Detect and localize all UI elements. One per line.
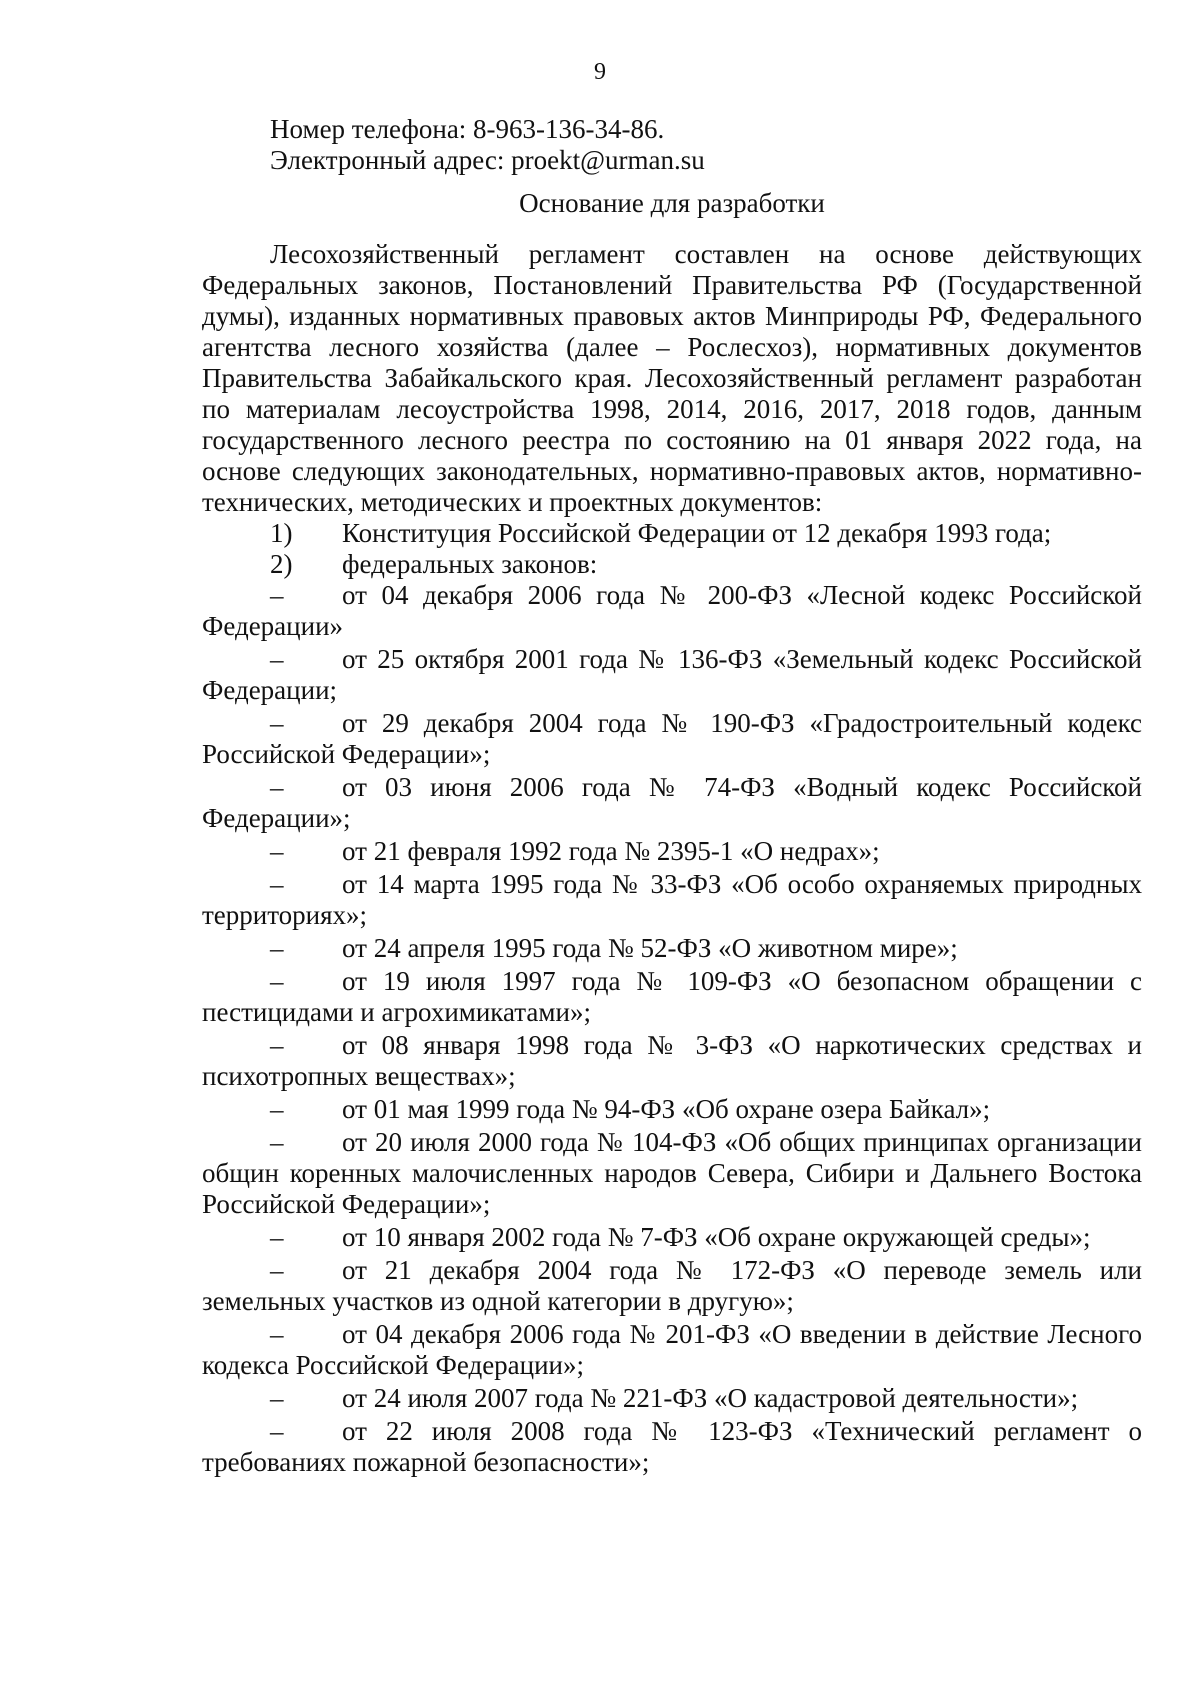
item-number: 1) bbox=[270, 518, 293, 548]
item-text: Конституция Российской Федерации от 12 декабря 1993 года; bbox=[342, 518, 1052, 548]
law-text: от 03 июня 2006 года № 74-ФЗ «Водный кодекс Российской Федерации»; bbox=[202, 772, 1142, 833]
contact-phone: Номер телефона: 8-963-136-34-86. bbox=[270, 114, 665, 144]
law-text: от 29 декабря 2004 года № 190-ФЗ «Градостроительный кодекс Российской Федерации»; bbox=[202, 708, 1142, 769]
law-item bbox=[202, 1127, 1142, 1220]
law-item bbox=[202, 1222, 1142, 1253]
law-text: от 19 июля 1997 года № 109-ФЗ «О безопасном обращении с пестицидами и агрохимикатами»; bbox=[202, 966, 1142, 1027]
law-item bbox=[202, 644, 1142, 706]
law-item bbox=[202, 580, 1142, 642]
law-item bbox=[202, 1094, 1142, 1125]
law-item bbox=[202, 1030, 1142, 1092]
intro-paragraph: Лесохозяйственный регламент составлен на основе действующих Федеральных законов, Постановлений Правительства РФ (Государственной думы), изданных нормативных правовых актов Минприроды РФ, Федерального агентства лесного хозяйства (далее – Рослесхоз), нормативных документов Правительства Забайкальского края. Лесохозяйственный регламент разработан по материалам лесоустройства 1998, 2014, 2016, 2017, 2018 годов, данным государственного лесного реестра по состоянию на 01 января 2022 года, на основе следующих законодательных, нормативно-правовых актов, нормативно-технических, методических и проектных документов: bbox=[202, 239, 1142, 517]
law-text: от 21 декабря 2004 года № 172-ФЗ «О переводе земель или земельных участков из одной категории в другую»; bbox=[202, 1255, 1142, 1316]
law-item bbox=[202, 1255, 1142, 1317]
dash-bullet: – bbox=[270, 1030, 284, 1060]
dash-bullet: – bbox=[270, 836, 284, 866]
law-item bbox=[202, 966, 1142, 1028]
law-item bbox=[202, 772, 1142, 834]
dash-bullet: – bbox=[270, 772, 284, 802]
law-text: от 24 апреля 1995 года № 52-ФЗ «О животном мире»; bbox=[342, 933, 958, 963]
dash-bullet: – bbox=[270, 1383, 284, 1413]
dash-bullet: – bbox=[270, 1416, 284, 1446]
dash-bullet: – bbox=[270, 933, 284, 963]
page-number: 9 bbox=[594, 59, 606, 85]
law-text: от 21 февраля 1992 года № 2395-1 «О недрах»; bbox=[342, 836, 880, 866]
law-item bbox=[202, 933, 1142, 964]
numbered-item bbox=[202, 549, 1142, 580]
law-item bbox=[202, 869, 1142, 931]
law-list bbox=[202, 580, 1142, 1478]
law-text: от 04 декабря 2006 года № 201-ФЗ «О введении в действие Лесного кодекса Российской Федерации»; bbox=[202, 1319, 1142, 1380]
dash-bullet: – bbox=[270, 708, 284, 738]
contact-email: Электронный адрес: proekt@urman.su bbox=[270, 145, 705, 175]
law-item bbox=[202, 836, 1142, 867]
dash-bullet: – bbox=[270, 644, 284, 674]
numbered-item bbox=[202, 518, 1142, 549]
item-text: федеральных законов: bbox=[342, 549, 598, 579]
dash-bullet: – bbox=[270, 1094, 284, 1124]
dash-bullet: – bbox=[270, 580, 284, 610]
law-text: от 14 марта 1995 года № 33-ФЗ «Об особо охраняемых природных территориях»; bbox=[202, 869, 1142, 930]
dash-bullet: – bbox=[270, 869, 284, 899]
law-item bbox=[202, 1383, 1142, 1414]
numbered-list bbox=[202, 518, 1142, 580]
dash-bullet: – bbox=[270, 1127, 284, 1157]
law-text: от 22 июля 2008 года № 123-ФЗ «Технический регламент о требованиях пожарной безопасности»; bbox=[202, 1416, 1142, 1477]
law-text: от 25 октября 2001 года № 136-ФЗ «Земельный кодекс Российской Федерации; bbox=[202, 644, 1142, 705]
section-heading: Основание для разработки bbox=[519, 188, 825, 218]
law-text: от 08 января 1998 года № 3-ФЗ «О наркотических средствах и психотропных веществах»; bbox=[202, 1030, 1142, 1091]
law-text: от 04 декабря 2006 года № 200-ФЗ «Лесной кодекс Российской Федерации» bbox=[202, 580, 1142, 641]
law-item bbox=[202, 708, 1142, 770]
law-text: от 01 мая 1999 года № 94-ФЗ «Об охране озера Байкал»; bbox=[342, 1094, 991, 1124]
document-body bbox=[202, 114, 1142, 1480]
dash-bullet: – bbox=[270, 1255, 284, 1285]
law-text: от 20 июля 2000 года № 104-ФЗ «Об общих принципах организации общин коренных малочисленных народов Севера, Сибири и Дальнего Востока Российской Федерации»; bbox=[202, 1127, 1142, 1219]
dash-bullet: – bbox=[270, 966, 284, 996]
law-item bbox=[202, 1416, 1142, 1478]
law-item bbox=[202, 1319, 1142, 1381]
dash-bullet: – bbox=[270, 1319, 284, 1349]
dash-bullet: – bbox=[270, 1222, 284, 1252]
law-text: от 24 июля 2007 года № 221-ФЗ «О кадастровой деятельности»; bbox=[342, 1383, 1079, 1413]
law-text: от 10 января 2002 года № 7-ФЗ «Об охране окружающей среды»; bbox=[342, 1222, 1091, 1252]
item-number: 2) bbox=[270, 549, 293, 579]
